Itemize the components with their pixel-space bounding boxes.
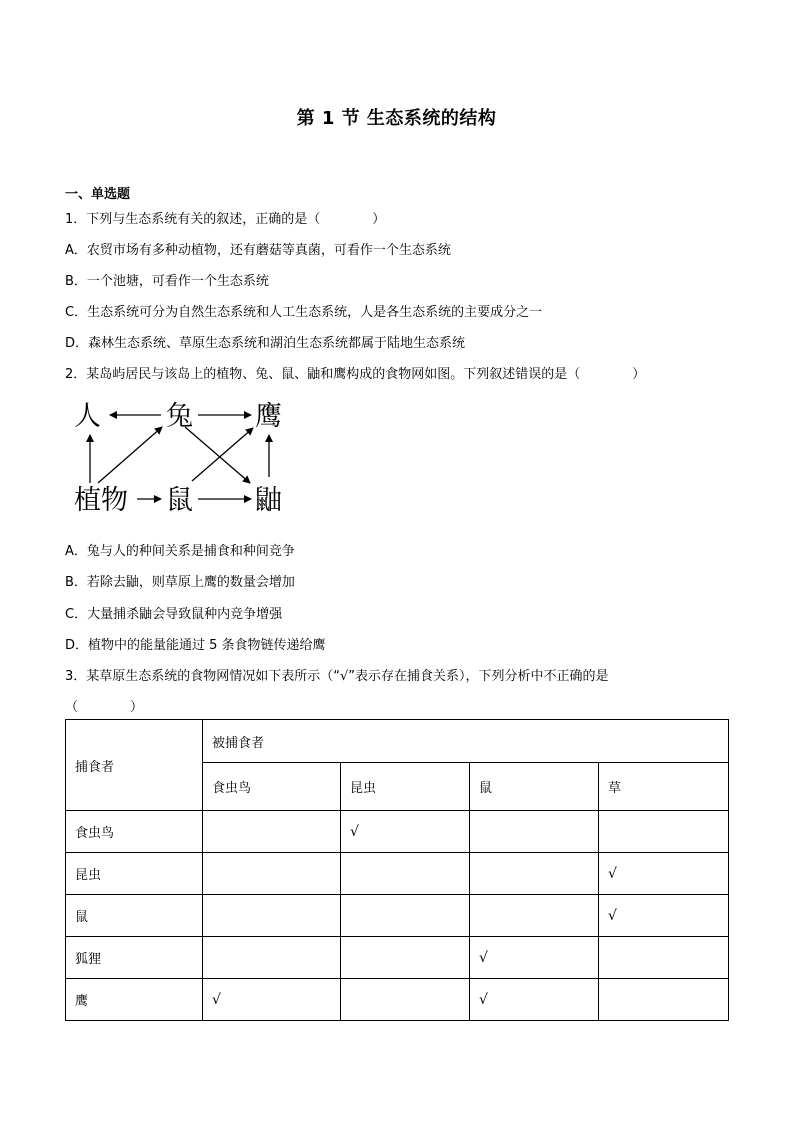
arrow-plant-to-rabbit xyxy=(98,427,162,483)
table-cell xyxy=(341,853,470,895)
node-plant: 植物 xyxy=(74,485,128,516)
table-cell xyxy=(599,937,729,979)
table-cell: √ xyxy=(599,853,729,895)
table-cell xyxy=(341,937,470,979)
q2-option-c: C．大量捕杀鼬会导致鼠种内竞争增强 xyxy=(65,607,283,622)
table-row xyxy=(66,895,729,937)
node-mouse: 鼠 xyxy=(166,485,193,516)
prey-col-header: 昆虫 xyxy=(341,763,470,811)
table-cell xyxy=(599,811,729,853)
prey-col-header: 草 xyxy=(599,763,729,811)
table-cell xyxy=(203,937,341,979)
table-row xyxy=(66,979,729,1021)
table-cell: √ xyxy=(341,811,470,853)
q1-option-d: D．森林生态系统、草原生态系统和湖泊生态系统都属于陆地生态系统 xyxy=(65,336,466,351)
prey-col-header: 食虫鸟 xyxy=(203,763,341,811)
node-weasel: 鼬 xyxy=(255,485,282,516)
node-human: 人 xyxy=(74,401,101,432)
food-web-diagram xyxy=(70,393,290,518)
node-eagle: 鹰 xyxy=(255,401,282,432)
table-row xyxy=(66,811,729,853)
table-cell xyxy=(203,853,341,895)
table-cell xyxy=(470,853,599,895)
row-header: 鼠 xyxy=(66,895,203,937)
row-header: 食虫鸟 xyxy=(66,811,203,853)
arrow-rabbit-to-weasel xyxy=(185,427,250,483)
predator-header: 捕食者 xyxy=(66,720,203,811)
q1-stem: 1．下列与生态系统有关的叙述，正确的是（ ） xyxy=(65,212,386,227)
q2-stem: 2．某岛屿居民与该岛上的植物、兔、鼠、鼬和鹰构成的食物网如图。下列叙述错误的是（ ） xyxy=(65,367,646,382)
q1-option-c: C．生态系统可分为自然生态系统和人工生态系统，人是各生态系统的主要成分之一 xyxy=(65,305,543,320)
table-cell: √ xyxy=(599,895,729,937)
q3-stem-cont: （ ） xyxy=(65,700,144,715)
table-cell xyxy=(470,895,599,937)
table-cell: √ xyxy=(470,979,599,1021)
q1-option-a: A．农贸市场有多种动植物，还有蘑菇等真菌，可看作一个生态系统 xyxy=(65,243,451,258)
q2-option-a: A．兔与人的种间关系是捕食和种间竞争 xyxy=(65,544,295,559)
arrow-mouse-to-eagle xyxy=(192,428,253,481)
prey-col-header: 鼠 xyxy=(470,763,599,811)
node-rabbit: 兔 xyxy=(166,401,193,432)
row-header: 鹰 xyxy=(66,979,203,1021)
q1-option-b: B．一个池塘，可看作一个生态系统 xyxy=(65,274,269,289)
table-row xyxy=(66,853,729,895)
table-cell xyxy=(203,811,341,853)
q2-option-b: B．若除去鼬，则草原上鹰的数量会增加 xyxy=(65,575,295,590)
predation-table xyxy=(65,719,729,1021)
table-cell xyxy=(470,811,599,853)
prey-header: 被捕食者 xyxy=(203,720,729,763)
row-header: 昆虫 xyxy=(66,853,203,895)
row-header: 狐狸 xyxy=(66,937,203,979)
table-cell: √ xyxy=(470,937,599,979)
q2-option-d: D．植物中的能量能通过 5 条食物链传递给鹰 xyxy=(65,638,326,653)
table-cell xyxy=(341,979,470,1021)
section-heading: 一、单选题 xyxy=(65,187,131,202)
q3-stem: 3．某草原生态系统的食物网情况如下表所示（“√”表示存在捕食关系），下列分析中不正确的是 xyxy=(65,669,609,684)
page-title: 第 1 节 生态系统的结构 xyxy=(296,108,497,129)
table-cell xyxy=(341,895,470,937)
table-cell xyxy=(203,895,341,937)
table-row xyxy=(66,937,729,979)
table-cell: √ xyxy=(203,979,341,1021)
table-cell xyxy=(599,979,729,1021)
